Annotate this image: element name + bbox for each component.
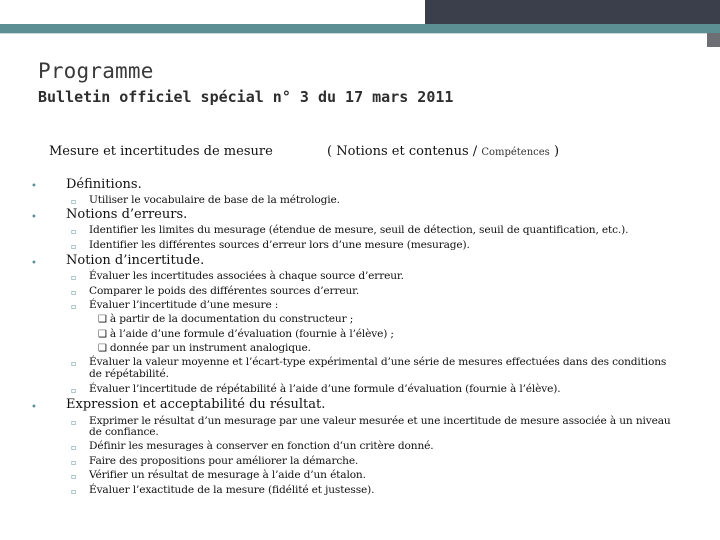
- heading-competences: Compétences: [481, 147, 550, 158]
- sub-bullet-icon: ▫: [71, 472, 77, 481]
- sub-bullet-icon: ▫: [71, 386, 77, 395]
- list-item: Identifier les limites du mesurage (étendue de mesure, seuil de détection, seuil de quantification, etc.).: [89, 224, 629, 236]
- slide-subtitle: Bulletin officiel spécial n° 3 du 17 mars 2011: [38, 88, 454, 106]
- sub-bullet-icon: ▫: [71, 487, 77, 496]
- bullet-icon: •: [31, 402, 37, 413]
- sub-bullet-icon: ▫: [71, 242, 77, 251]
- divider: [0, 33, 720, 34]
- list-item: Évaluer les incertitudes associées à chaque source d’erreur.: [89, 270, 404, 282]
- section-heading: [49, 144, 560, 159]
- list-item: Exprimer le résultat d’un mesurage par une valeur mesurée et une incertitude de mesure associée à un niveau: [89, 415, 671, 427]
- list-item: Faire des propositions pour améliorer la démarche.: [89, 455, 359, 467]
- sub-bullet-icon: ▫: [71, 443, 77, 452]
- list-item-continuation: de confiance.: [89, 426, 159, 438]
- list-item: Identifier les différentes sources d’erreur lors d’une mesure (mesurage).: [89, 239, 470, 251]
- list-item: Évaluer l’exactitude de la mesure (fidélité et justesse).: [89, 484, 375, 496]
- top-bar-dark-block: [425, 0, 720, 24]
- slide-title: Programme: [38, 59, 154, 83]
- list-item-continuation: de répétabilité.: [89, 368, 169, 380]
- sub-bullet-icon: ▫: [71, 418, 77, 427]
- checkbox-icon: ❑: [98, 343, 107, 354]
- list-item: Comparer le poids des différentes sources d’erreur.: [89, 285, 360, 297]
- heading-slash: /: [468, 144, 482, 159]
- list-item: Évaluer l’incertitude d’une mesure :: [89, 299, 279, 311]
- heading-close: ): [549, 144, 560, 159]
- bullet-icon: •: [31, 258, 37, 269]
- sub-bullet-icon: ▫: [71, 359, 77, 368]
- bullet-icon: •: [31, 181, 37, 192]
- list-subitem: ❑ à l’aide d’une formule d’évaluation (fournie à l’élève) ;: [98, 328, 394, 340]
- heading-left: Mesure et incertitudes de mesure: [49, 144, 273, 159]
- sub-bullet-icon: ▫: [71, 227, 77, 236]
- section-title: Expression et acceptabilité du résultat.: [66, 397, 326, 412]
- heading-right: [327, 144, 559, 159]
- list-item: Évaluer la valeur moyenne et l’écart-type expérimental d’une série de mesures effectuées dans des conditions: [89, 356, 667, 368]
- corner-block: [707, 33, 720, 47]
- sub-bullet-icon: ▫: [71, 458, 77, 467]
- list-item: Vérifier un résultat de mesurage à l’aide d’un étalon.: [89, 469, 366, 481]
- sub-bullet-icon: ▫: [71, 197, 77, 206]
- accent-band: [0, 24, 720, 33]
- list-subitem: ❑ à partir de la documentation du constructeur ;: [98, 313, 354, 325]
- list-item: Utiliser le vocabulaire de base de la métrologie.: [89, 194, 340, 206]
- list-item: Définir les mesurages à conserver en fonction d’un critère donné.: [89, 440, 434, 452]
- sub-bullet-icon: ▫: [71, 302, 77, 311]
- sub-bullet-icon: ▫: [71, 288, 77, 297]
- list-subitem: ❑ donnée par un instrument analogique.: [98, 342, 311, 354]
- section-title: Notion d’incertitude.: [66, 253, 205, 268]
- heading-notions: ( Notions et contenus: [327, 144, 469, 159]
- checkbox-icon: ❑: [98, 329, 107, 340]
- list-item: Évaluer l’incertitude de répétabilité à l’aide d’une formule d’évaluation (fournie à l’élève).: [89, 383, 561, 395]
- section-title: Notions d’erreurs.: [66, 207, 188, 222]
- section-title: Définitions.: [66, 177, 142, 192]
- sub-bullet-icon: ▫: [71, 273, 77, 282]
- bullet-icon: •: [31, 212, 37, 223]
- checkbox-icon: ❑: [98, 314, 107, 325]
